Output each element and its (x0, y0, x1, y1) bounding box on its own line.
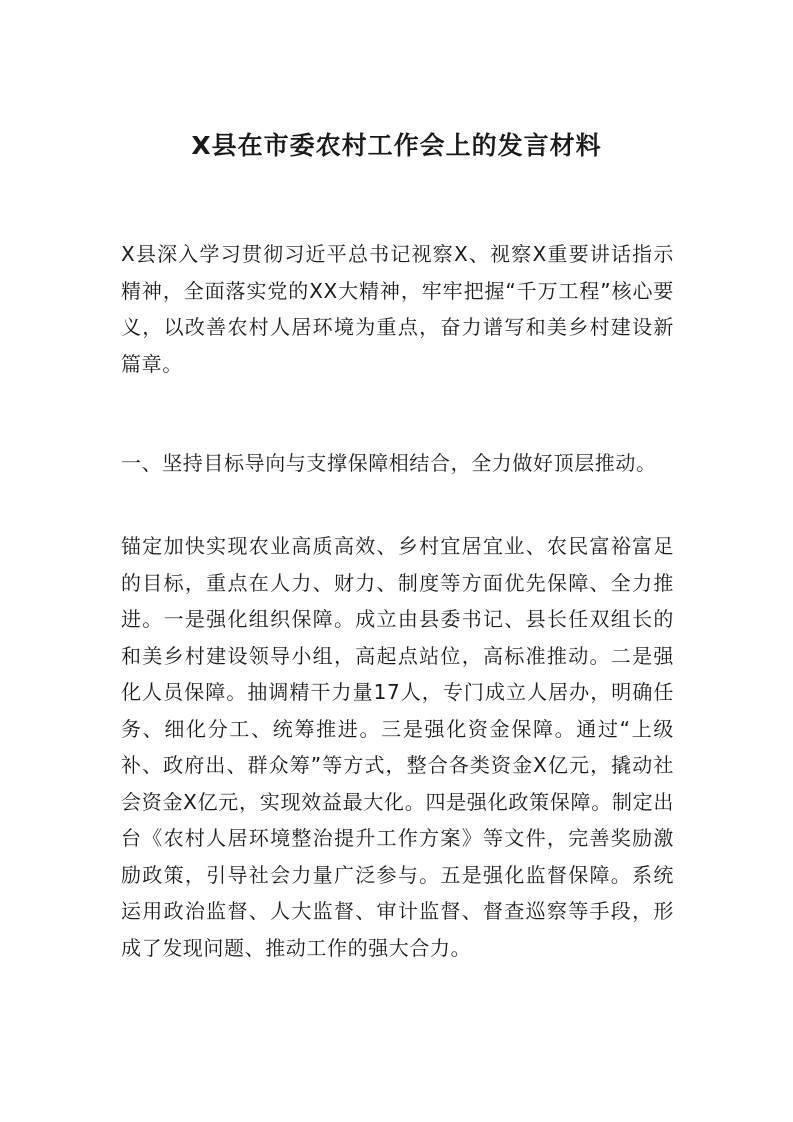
intro-paragraph: X县深入学习贯彻习近平总书记视察X、视察X重要讲话指示精神，全面落实党的XX大精神，牢牢把握“千万工程”核心要义，以改善农村人居环境为重点，奋力谱写和美乡村建设新篇章。 (121, 242, 674, 376)
section-heading: 一、坚持目标导向与支撑保障相结合，全力做好顶层推动。 (121, 451, 657, 475)
section-paragraph: 锚定加快实现农业高质高效、乡村宜居宜业、农民富裕富足的目标，重点在人力、财力、制度等方面优先保障、全力推进。一是强化组织保障。成立由县委书记、县长任双组长的和美乡村建设领导小组，高起点站位，高标准推动。二是强化人员保障。抽调精干力量17人，专门成立人居办，明确任务、细化分工、统筹推进。三是强化资金保障。通过“上级补、政府出、群众筹”等方式，整合各类资金X亿元，撬动社会资金X亿元，实现效益最大化。四是强化政策保障。制定出台《农村人居环境整治提升工作方案》等文件，完善奖励激励政策，引导社会力量广泛参与。五是强化监督保障。系统运用政治监督、人大监督、审计监督、督查巡察等手段，形成了发现问题、推动工作的强大合力。 (121, 534, 674, 960)
document-title: X县在市委农村工作会上的发言材料 (191, 131, 602, 160)
